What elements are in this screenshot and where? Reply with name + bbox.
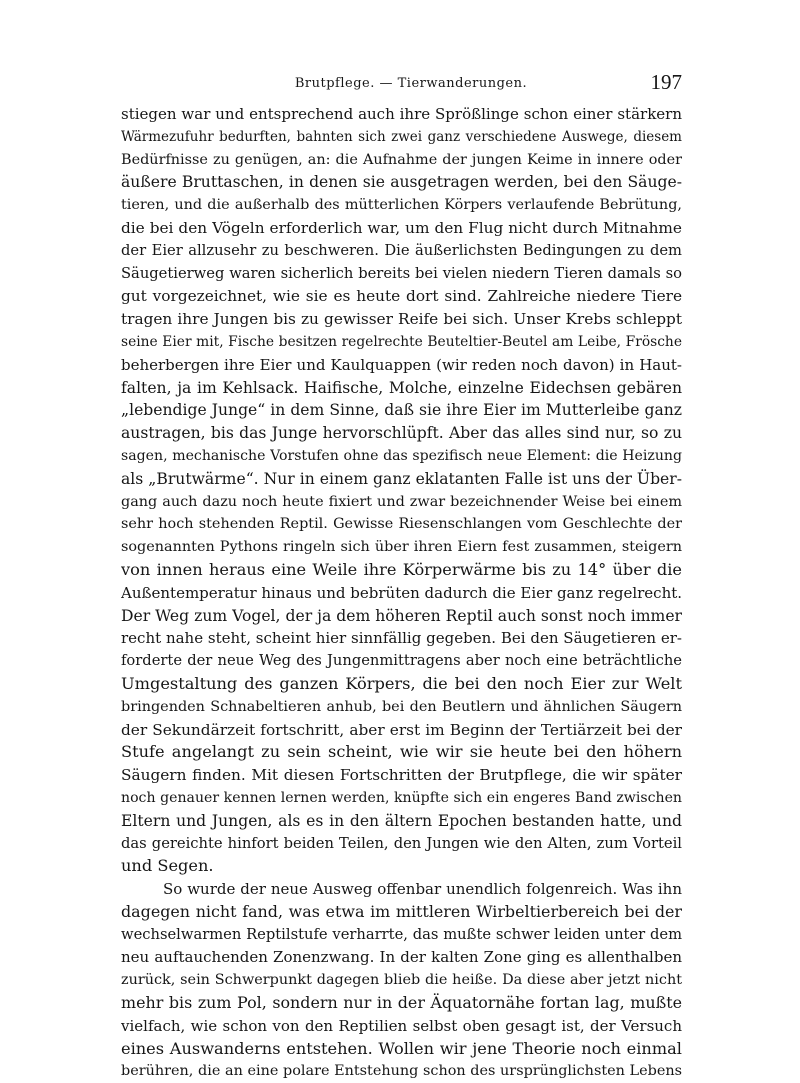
text-line: sagen, mechanische Vorstufen ohne das spezifisch neue Element: die Heizung	[121, 447, 682, 464]
text-line: tieren, und die außerhalb des mütterlichen Körpers verlaufende Bebrütung,	[121, 197, 682, 214]
text-line: Eltern und Jungen, als es in den ältern Epochen bestanden hatte, und	[121, 811, 682, 830]
text-line: der Eier allzusehr zu beschweren. Die äußerlichsten Bedingungen zu dem	[121, 241, 682, 259]
text-line: Der Weg zum Vogel, der ja dem höheren Reptil auch sonst noch immer	[121, 606, 682, 625]
text-line: und Segen.	[121, 856, 214, 876]
text-line: das gereichte hinfort beiden Teilen, den Jungen wie den Alten, zum Vorteil	[121, 834, 682, 852]
text-line: Stufe angelangt zu sein scheint, wie wir sie heute bei den höhern	[121, 742, 682, 762]
text-line: Außentemperatur hinaus und bebrüten dadurch die Eier ganz regelrecht.	[121, 583, 682, 602]
text-line: von innen heraus eine Weile ihre Körperwärme bis zu 14° über die	[121, 559, 682, 579]
text-line: sehr hoch stehenden Reptil. Gewisse Riesenschlangen vom Geschlechte der	[121, 516, 682, 533]
text-line: forderte der neue Weg des Jungenmittragens aber noch eine beträchtliche	[121, 652, 682, 670]
text-line: als „Brutwärme“. Nur in einem ganz eklatanten Falle ist uns der Über-	[121, 469, 682, 488]
text-line: der Sekundärzeit fortschritt, aber erst im Beginn der Tertiärzeit bei der	[121, 720, 682, 739]
text-line: stiegen war und entsprechend auch ihre Sprößlinge schon einer stärkern	[121, 105, 682, 123]
text-line: So wurde der neue Ausweg offenbar unendlich folgenreich. Was ihn	[163, 880, 682, 899]
text-line: tragen ihre Jungen bis zu gewisser Reife bei sich. Unser Krebs schleppt	[121, 310, 682, 329]
running-head: Brutpflege. — Tierwanderungen.	[294, 76, 528, 91]
text-line: mehr bis zum Pol, sondern nur in der Äquatornähe fortan lag, mußte	[121, 993, 682, 1013]
text-line: beherbergen ihre Eier und Kaulquappen (wir reden noch davon) in Haut-	[121, 355, 682, 374]
text-line: sogenannten Pythons ringeln sich über ihren Eiern fest zusammen, steigern	[121, 539, 682, 556]
text-line: Säugetierweg waren sicherlich bereits bei vielen niedern Tieren damals so	[121, 264, 682, 282]
text-line: wechselwarmen Reptilstufe verharrte, das mußte schwer leiden unter dem	[121, 925, 682, 943]
text-line: gut vorgezeichnet, wie sie es heute dort sind. Zahlreiche niedere Tiere	[121, 287, 682, 306]
text-line: falten, ja im Kehlsack. Haifische, Molche, einzelne Eidechsen gebären	[121, 378, 682, 397]
text-line: seine Eier mit, Fische besitzen regelrechte Beuteltier-Beutel am Leibe, Frösche	[121, 333, 682, 350]
text-line: vielfach, wie schon von den Reptilien selbst oben gesagt ist, der Versuch	[121, 1016, 682, 1035]
page-number: 197	[650, 70, 682, 94]
page-header	[120, 70, 682, 100]
text-line: Säugern finden. Mit diesen Fortschritten der Brutpflege, die wir später	[121, 766, 682, 785]
text-line: noch genauer kennen lernen werden, knüpfte sich ein engeres Band zwischen	[121, 789, 682, 806]
body-text	[121, 103, 682, 1083]
text-line: Bedürfnisse zu genügen, an: die Aufnahme der jungen Keime in innere oder	[121, 151, 682, 168]
text-line: austragen, bis das Junge hervorschlüpft. Aber das alles sind nur, so zu	[121, 424, 682, 443]
text-line: berühren, die an eine polare Entstehung schon des ursprünglichsten Lebens	[121, 1063, 682, 1080]
text-line: äußere Bruttaschen, in denen sie ausgetragen werden, bei den Säuge-	[121, 173, 682, 192]
text-line: dagegen nicht fand, was etwa im mittleren Wirbeltierbereich bei der	[121, 901, 682, 921]
text-line: neu auftauchenden Zonenzwang. In der kalten Zone ging es allenthalben	[121, 948, 682, 967]
text-line: gang auch dazu noch heute fixiert und zwar bezeichnender Weise bei einem	[121, 493, 682, 510]
text-line: die bei den Vögeln erforderlich war, um den Flug nicht durch Mitnahme	[121, 218, 682, 237]
text-line: recht nahe steht, scheint hier sinnfällig gegeben. Bei den Säugetieren er-	[121, 629, 682, 648]
text-line: Wärmezufuhr bedurften, bahnten sich zwei ganz verschiedene Auswege, diesem	[121, 128, 682, 145]
text-line: bringenden Schnabeltieren anhub, bei den Beutlern und ähnlichen Säugern	[121, 698, 682, 715]
text-line: eines Auswanderns entstehen. Wollen wir jene Theorie noch einmal	[121, 1038, 682, 1058]
text-line: „lebendige Junge“ in dem Sinne, daß sie ihre Eier im Mutterleibe ganz	[121, 401, 682, 420]
text-line: Umgestaltung des ganzen Körpers, die bei den noch Eier zur Welt	[121, 673, 682, 693]
text-line: zurück, sein Schwerpunkt dagegen blieb die heiße. Da diese aber jetzt nicht	[121, 972, 682, 989]
